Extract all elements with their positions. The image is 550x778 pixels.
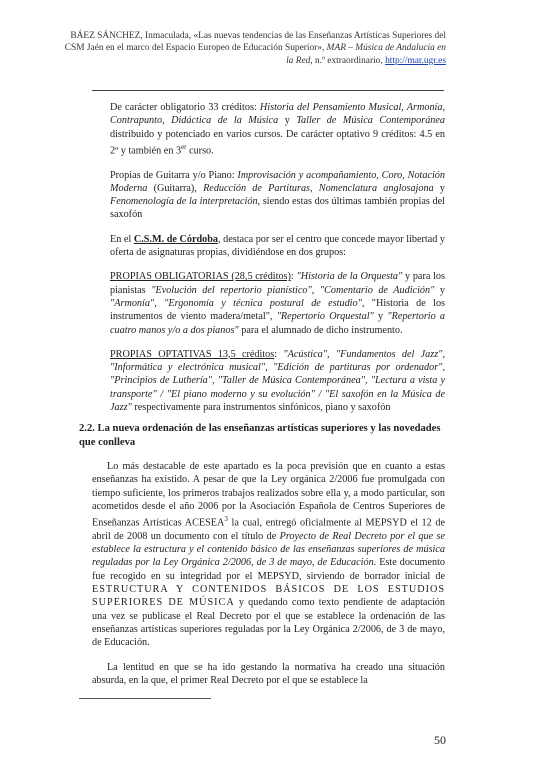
journal-name: MAR – Música de Andalucía en [326, 43, 446, 54]
header-line2-a: CSM Jaén en el marco del Espacio Europeo de Educación Superior», [64, 43, 327, 54]
cordoba-name: C.S.M. de Córdoba [133, 233, 218, 245]
section-heading: 2.2. La nueva ordenación de las enseñanzas artísticas superiores y las novedades que conlleva [79, 423, 441, 448]
journal-name-cont: la Red [286, 55, 311, 66]
paragraph-lentitud: La lentitud en que se ha ido gestando la normativa ha creado una situación absurda, en la que, el primer Real Decreto por el que se establece la [92, 661, 445, 686]
paragraph-propias-optativas: PROPIAS OPTATIVAS 13,5 créditos: "Acústica", "Fundamentos del Jazz", "Informática y electrónica musical", "Edición de partituras por ordenador", "Principios de Luthería", "Taller de Música Contemporánea", "Lectura a vista y transporte" / "El piano moderno y su evolución" / "El saxofón en la Música de Jazz" respectivamente para instrumentos sinfónicos, piano y saxofón [110, 348, 445, 414]
body-lower [92, 460, 445, 698]
paragraph-cordoba: En el C.S.M. de Córdoba, destaca por ser el centro que concede mayor libertad y oferta de asignaturas propias, dividiéndose en dos grupos: [110, 233, 445, 259]
paragraph-propias-obligatorias: PROPIAS OBLIGATORIAS (28,5 créditos): "Historia de la Orquesta" y para los pianistas "Evolución del repertorio pianístico", "Comentario de Audición" y "Armonía", "Ergonomía y técnica postural de estudio", "Historia de los instrumentos de viento madera/metal", "Repertorio Orquestal" y "Repertorio a cuatro manos y/o a dos pianos" para el alumnado de dicho instrumento. [110, 271, 446, 336]
page-number: 50 [434, 733, 446, 747]
header-line1: BÁEZ SÁNCHEZ, Inmaculada, «Las nuevas tendencias de las Enseñanzas Artísticas Superiores del [70, 31, 446, 41]
journal-link[interactable]: http://mar.ugr.es [385, 55, 446, 66]
footnote-divider [79, 698, 211, 699]
paragraph-guitar-piano: Propias de Guitarra y/o Piano: Improvisación y acompañamiento, Coro, Notación Moderna (Guitarra), Reducción de Partituras, Nomenclatura anglosajona y Fenomenología de la interpretación, siendo estas dos últimas también propias del saxofón [110, 169, 446, 221]
header-issue: , n.º extraordinario, [310, 55, 386, 66]
paragraph-sevilla-credits: De carácter obligatorio 33 créditos: Historia del Pensamiento Musical, Armonía, Contrapunto, Didáctica de la Música y Taller de Música Contemporánea distribuido y potenciado en varios cursos. De carácter optativo 9 créditos: 4.5 en 2º y también en 3er curso. [110, 102, 446, 157]
running-header [16, 30, 446, 67]
paragraph-acesea: Lo más destacable de este apartado es la poca previsión que en cuanto a estas enseñanzas ha existido. A pesar de que la Ley orgánica 2/2006 fue promulgada con tiempo suficiente, los primeros trabajos realizados sobre ella y, a modo particular, son acometidos desde el año 2006 por la Asociación Española de Centros Superiores de Enseñanzas Artísticas ACESEA$^3$ la cual, entregó oficialmente al MEPSYD el 12 de abril de 2008 un documento con el título de Proyecto de Real Decreto por el que se establece la estructura y el contenido básico de las enseñanzas superiores de música reguladas por la Ley Orgánica 2/2006, de 3 de mayo, de Educación. Este documento fue recogido en su integridad por el MEPSYD, sirviendo de borrador inicial de ESTRUCTURA Y CONTENIDOS BÁSICOS DE LOS ESTUDIOS SUPERIORES DE MÚSICA y quedando como texto pendiente de adaptación una vez se publicase el Real Decreto por el que se establece la ordenación de las enseñanzas artísticas superiores reguladas por la Ley Orgánica 2/2006, de 3 de mayo, de Educación. [92, 461, 446, 649]
header-divider [92, 90, 444, 91]
body-upper [110, 101, 445, 425]
footnote-ref[interactable]: 3 [224, 515, 228, 524]
